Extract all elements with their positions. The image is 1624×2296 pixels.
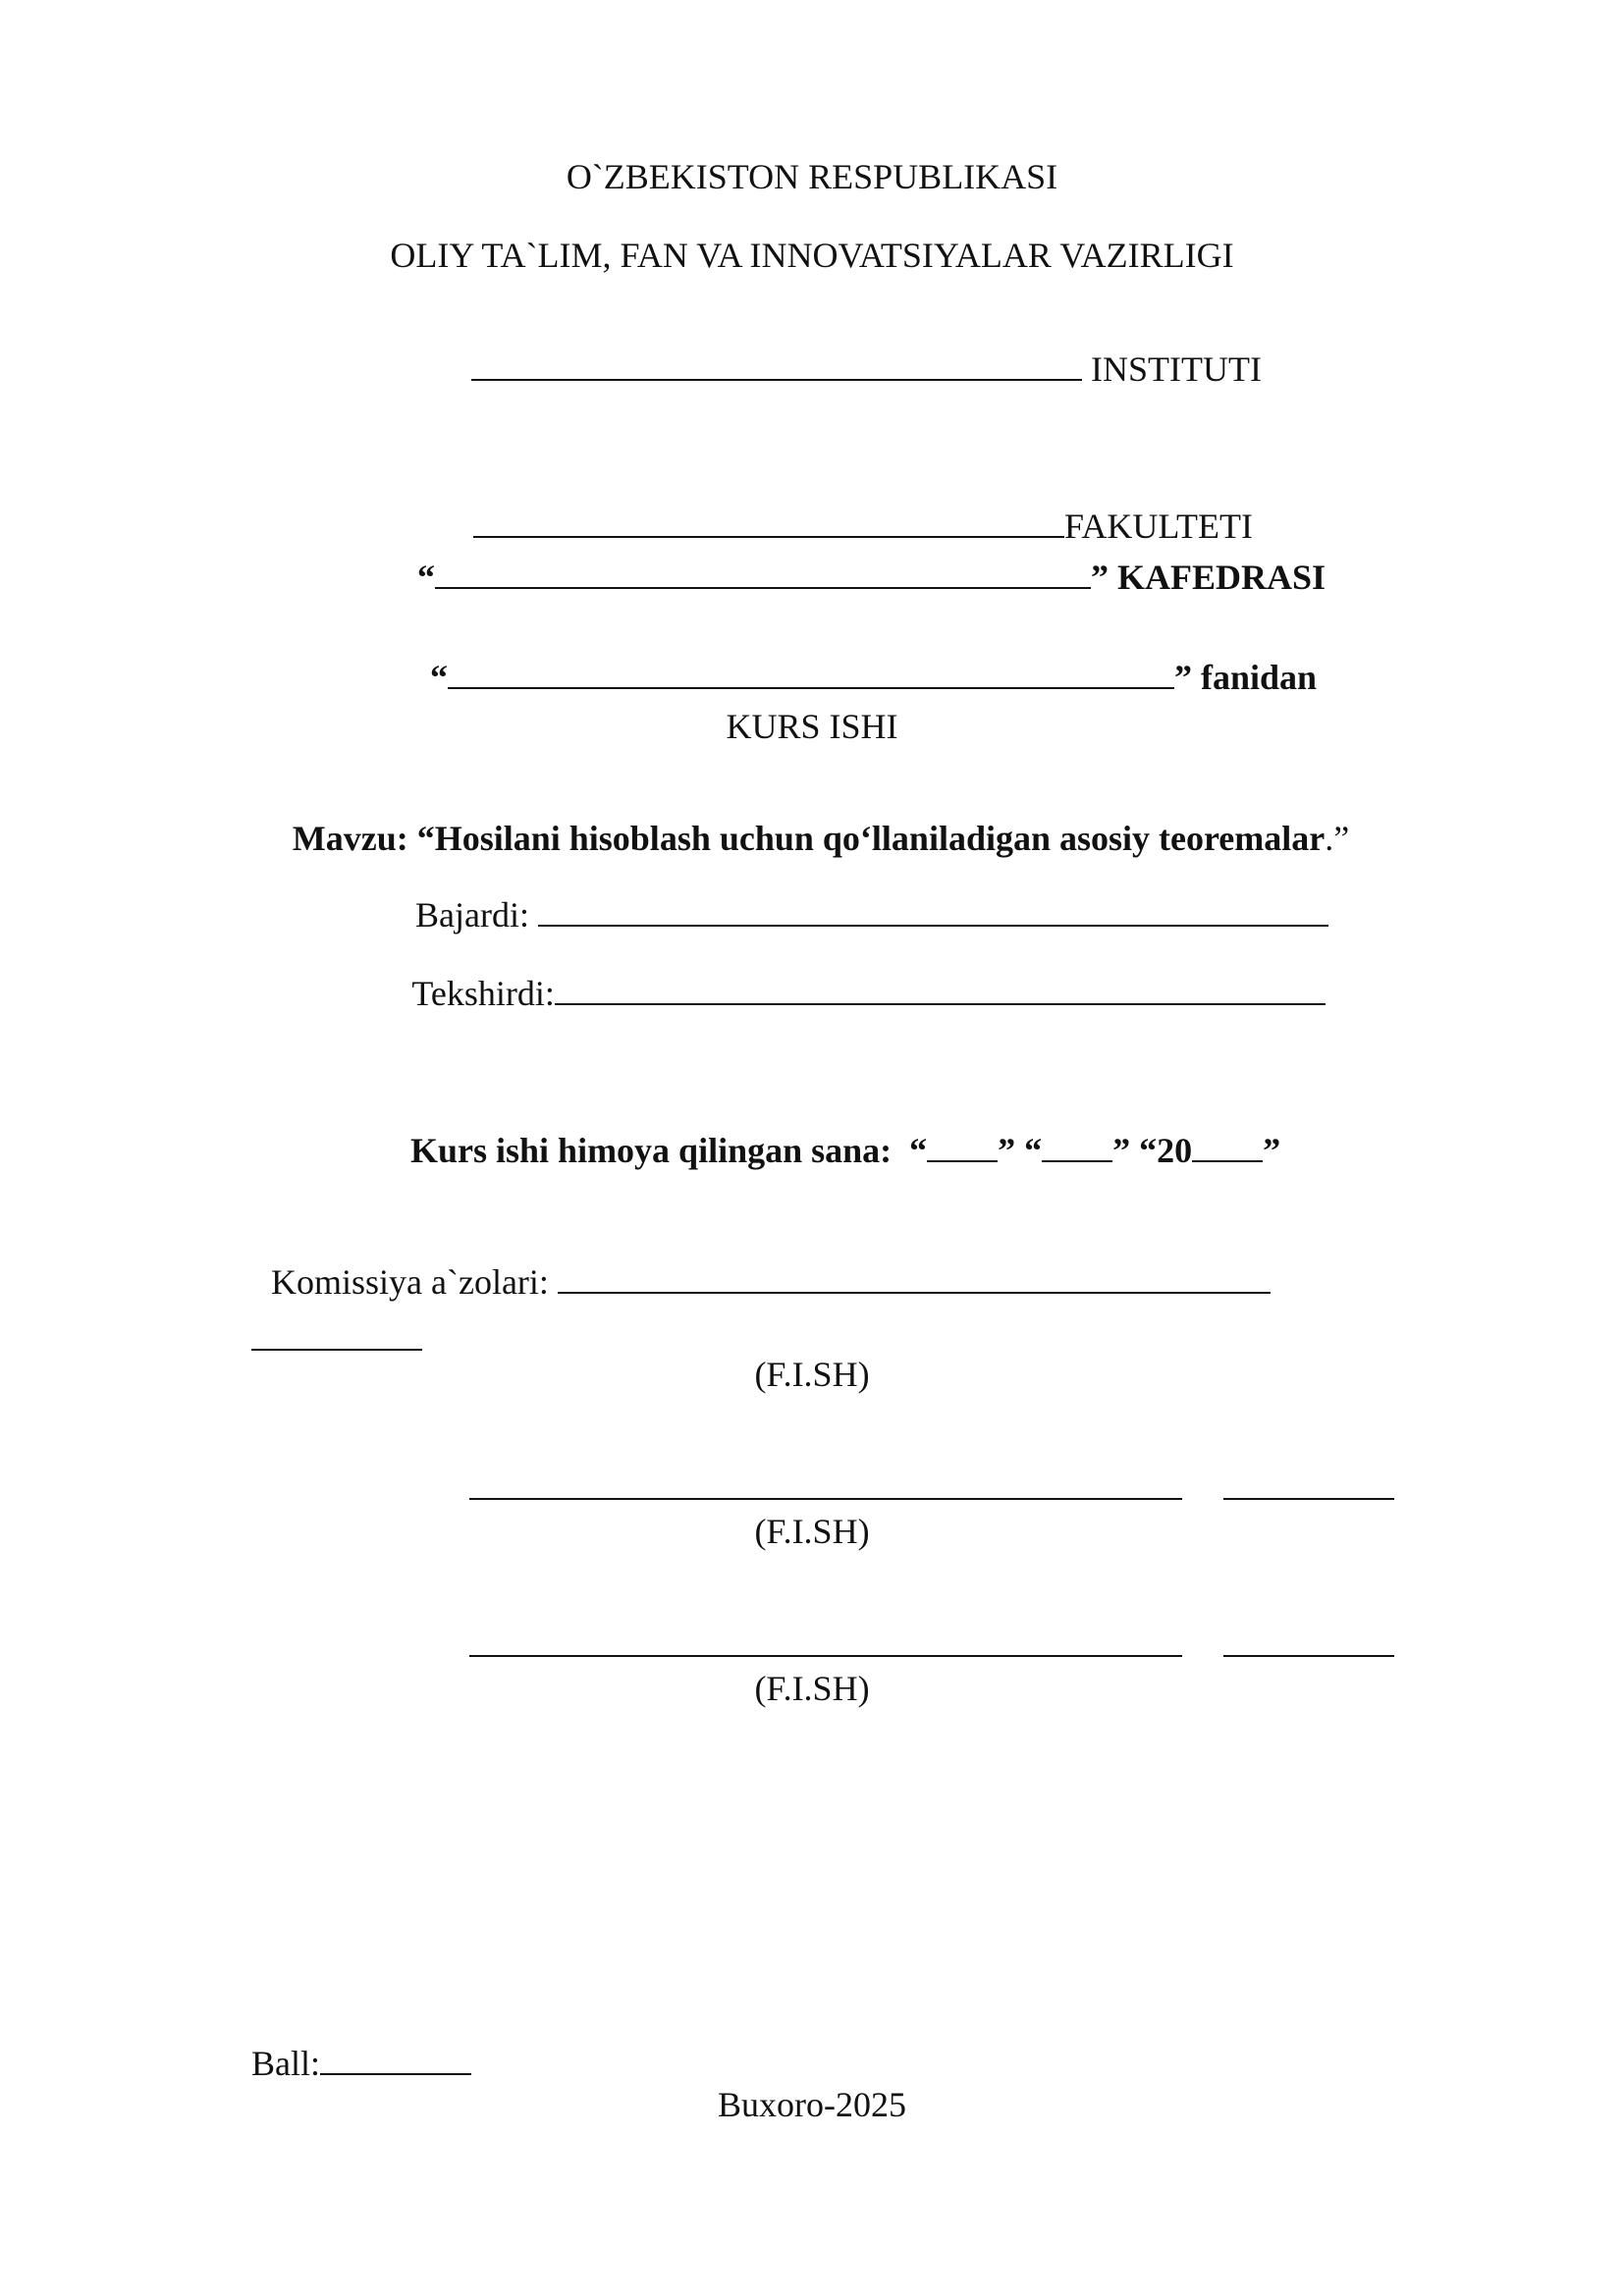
topic-line xyxy=(0,785,1624,856)
member-2-name-blank xyxy=(469,1472,1182,1500)
department-open-quote: “ xyxy=(417,558,435,597)
score-label: Ball: xyxy=(251,2044,320,2083)
performed-by-line xyxy=(398,862,1328,933)
date-quote-2: ” “ xyxy=(998,1131,1043,1170)
month-blank xyxy=(1042,1135,1112,1162)
member-3-name-blank xyxy=(469,1629,1182,1657)
score-blank xyxy=(320,2048,471,2075)
date-quote-1: “ xyxy=(909,1131,928,1170)
faculty-label: FAKULTETI xyxy=(1064,507,1253,546)
commission-label: Komissiya a`zolari: xyxy=(271,1262,549,1302)
year-blank xyxy=(1192,1135,1263,1162)
institute-label: INSTITUTI xyxy=(1091,349,1262,389)
fish-label-2: (F.I.SH) xyxy=(754,1512,870,1551)
fish-label-1: (F.I.SH) xyxy=(754,1355,870,1394)
date-quote-3: ” “20 xyxy=(1112,1131,1193,1170)
topic-text: Mavzu: “Hosilani hisoblash uchun qo‘llaniladigan asosiy teoremalar xyxy=(292,819,1326,858)
checked-by-blank xyxy=(555,978,1326,1005)
day-blank xyxy=(927,1135,998,1162)
institute-name-blank xyxy=(471,353,1082,381)
member-3-signature-blank xyxy=(1223,1629,1394,1657)
department-line xyxy=(400,524,1326,595)
checked-by-label: Tekshirdi: xyxy=(411,974,555,1013)
topic-end: .” xyxy=(1325,819,1350,858)
performed-by-label: Bajardi: xyxy=(415,895,529,934)
member-2-signature-blank xyxy=(1223,1472,1394,1500)
ministry-heading: OLIY TA`LIM, FAN VA INNOVATSIYALAR VAZIRLIGI xyxy=(390,236,1234,275)
commission-blank-continuation xyxy=(251,1323,422,1351)
date-quote-4: ” xyxy=(1263,1131,1281,1170)
score-line xyxy=(234,2010,471,2081)
institute-line xyxy=(454,316,1262,387)
republic-heading: O`ZBEKISTON RESPUBLIKASI xyxy=(566,157,1058,196)
subject-name-blank xyxy=(448,662,1174,689)
checked-by-line xyxy=(395,940,1326,1011)
subject-open-quote: “ xyxy=(430,658,448,697)
commission-blank xyxy=(558,1266,1271,1294)
defense-date-label: Kurs ishi himoya qilingan sana: xyxy=(410,1131,893,1170)
fish-label-3: (F.I.SH) xyxy=(754,1669,870,1708)
defense-date-line xyxy=(393,1097,1280,1168)
city-year-footer: Buxoro-2025 xyxy=(718,2085,906,2124)
department-name-blank xyxy=(435,561,1091,589)
performed-by-blank xyxy=(538,899,1328,927)
commission-member-3-line xyxy=(452,1592,1394,1663)
work-type-heading: KURS ISHI xyxy=(726,707,898,746)
commission-member-2-line xyxy=(452,1435,1394,1506)
commission-line-continuation xyxy=(234,1286,422,1357)
department-label: ” KAFEDRASI xyxy=(1091,558,1326,597)
subject-label: ” fanidan xyxy=(1174,658,1318,697)
subject-line xyxy=(412,624,1317,695)
